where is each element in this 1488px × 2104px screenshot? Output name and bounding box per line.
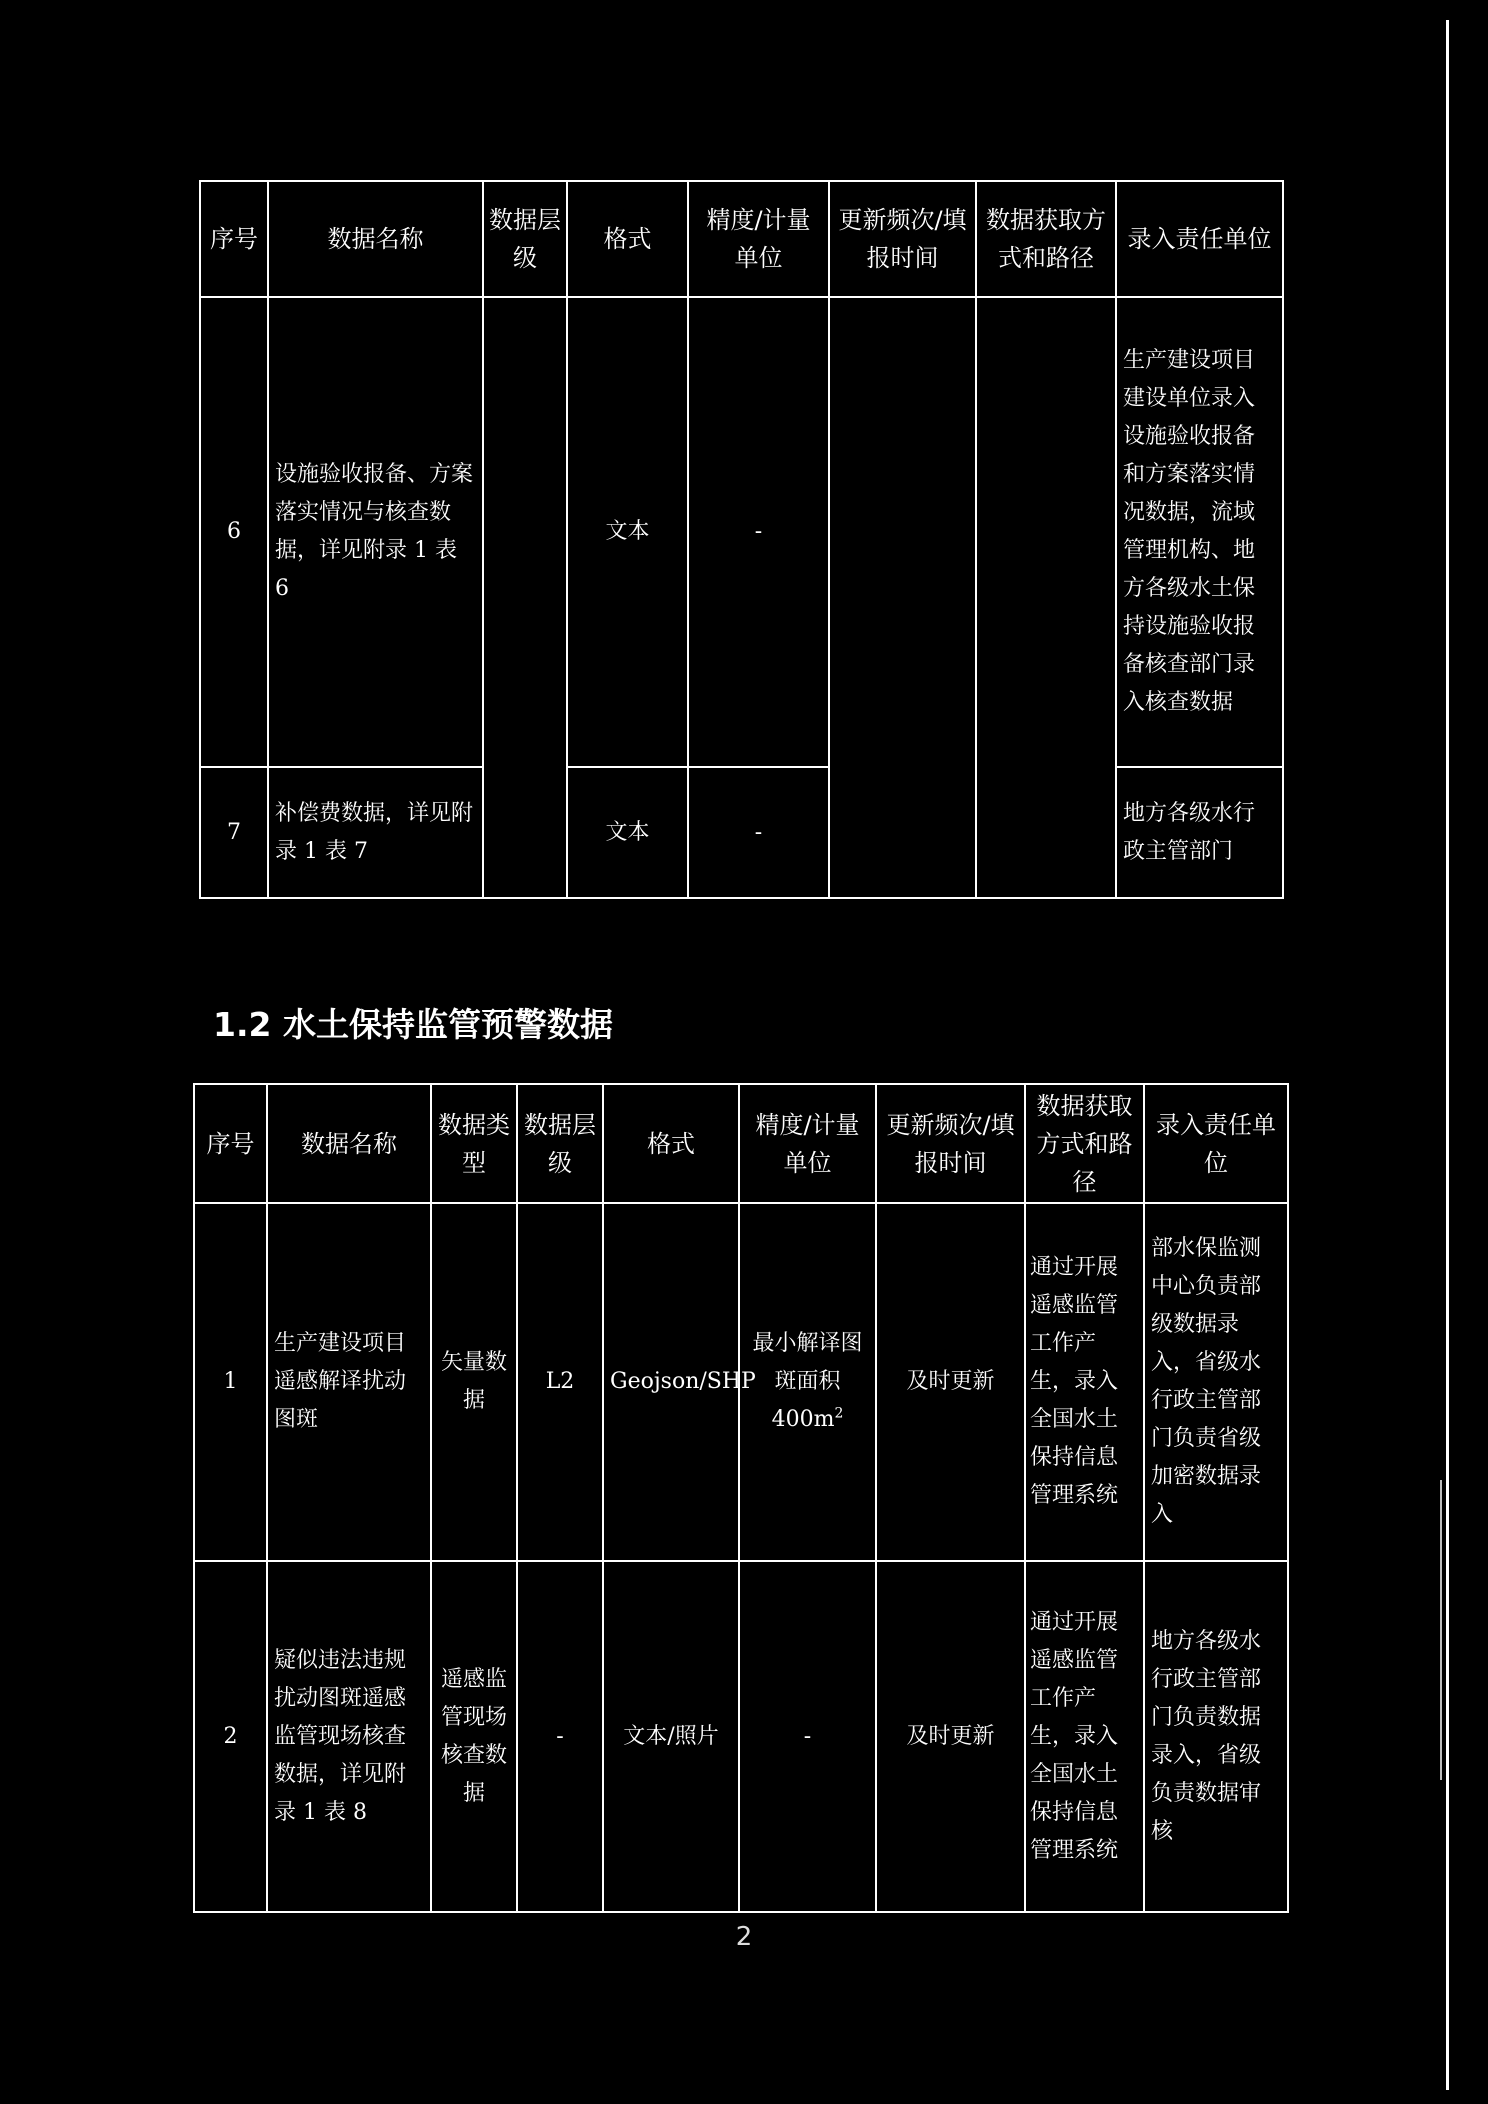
cell-type: 遥感监管现场核查数据: [431, 1561, 517, 1912]
cell-level: L2: [517, 1203, 603, 1561]
cell-frequency: [829, 297, 976, 898]
cell-frequency: 及时更新: [876, 1203, 1025, 1561]
cell-name: 设施验收报备、方案落实情况与核查数据，详见附录 1 表 6: [268, 297, 483, 767]
cell-type: 矢量数据: [431, 1203, 517, 1561]
table-row: [200, 767, 1283, 898]
scan-edge-line: [1446, 20, 1449, 2090]
header-cell-method: 数据获取方式和路径: [1025, 1084, 1144, 1203]
header-cell-unit: 录入责任单位: [1116, 181, 1283, 297]
header-cell-frequency: 更新频次/填报时间: [876, 1084, 1025, 1203]
header-cell-format: 格式: [603, 1084, 739, 1203]
cell-frequency: 及时更新: [876, 1561, 1025, 1912]
header-cell-format: 格式: [567, 181, 688, 297]
cell-no: 6: [200, 297, 268, 767]
cell-format: 文本/照片: [603, 1561, 739, 1912]
section-title: 1.2 水土保持监管预警数据: [213, 1005, 613, 1044]
header-cell-no: 序号: [194, 1084, 267, 1203]
cell-precision-text: 最小解译图斑面积 400m: [752, 1331, 863, 1432]
cell-no: 2: [194, 1561, 267, 1912]
cell-name: 生产建设项目遥感解译扰动图斑: [267, 1203, 431, 1561]
cell-name: 疑似违法违规扰动图斑遥感监管现场核查数据，详见附录 1 表 8: [267, 1561, 431, 1912]
cell-unit: 地方各级水行政主管部门: [1116, 767, 1283, 898]
cell-unit: 部水保监测中心负责部级数据录入，省级水行政主管部门负责省级加密数据录入: [1144, 1203, 1288, 1561]
table-row: [194, 1203, 1288, 1561]
cell-format: 文本: [567, 767, 688, 898]
header-cell-no: 序号: [200, 181, 268, 297]
data-table-1: [199, 180, 1284, 899]
table-header-row: [200, 181, 1283, 297]
table-header-row: [194, 1084, 1288, 1203]
header-cell-level: 数据层级: [517, 1084, 603, 1203]
cell-precision-superscript: 2: [834, 1405, 844, 1422]
header-cell-name: 数据名称: [267, 1084, 431, 1203]
cell-precision: -: [688, 767, 829, 898]
cell-format: Geojson/SHP: [603, 1203, 739, 1561]
header-cell-method: 数据获取方式和路径: [976, 181, 1116, 297]
header-cell-precision: 精度/计量单位: [688, 181, 829, 297]
table-row: [194, 1561, 1288, 1912]
data-table-2: [193, 1083, 1289, 1913]
cell-precision: -: [739, 1561, 876, 1912]
cell-format: 文本: [567, 297, 688, 767]
header-cell-type: 数据类型: [431, 1084, 517, 1203]
header-cell-precision: 精度/计量单位: [739, 1084, 876, 1203]
cell-no: 7: [200, 767, 268, 898]
page-number: 2: [735, 1922, 753, 1952]
header-cell-level: 数据层级: [483, 181, 567, 297]
cell-level: [483, 297, 567, 898]
cell-precision: -: [688, 297, 829, 767]
cell-precision: [739, 1203, 876, 1561]
cell-no: 1: [194, 1203, 267, 1561]
cell-unit: 生产建设项目建设单位录入设施验收报备和方案落实情况数据，流域管理机构、地方各级水土保持设施验收报备核查部门录入核查数据: [1116, 297, 1283, 767]
cell-level: -: [517, 1561, 603, 1912]
header-cell-name: 数据名称: [268, 181, 483, 297]
cell-method: 通过开展遥感监管工作产生，录入全国水土保持信息管理系统: [1025, 1561, 1144, 1912]
scan-edge-line-lower: [1440, 1480, 1442, 1780]
header-cell-unit: 录入责任单位: [1144, 1084, 1288, 1203]
header-cell-frequency: 更新频次/填报时间: [829, 181, 976, 297]
table-row: [200, 297, 1283, 767]
cell-unit: 地方各级水行政主管部门负责数据录入，省级负责数据审核: [1144, 1561, 1288, 1912]
cell-method: 通过开展遥感监管工作产生，录入全国水土保持信息管理系统: [1025, 1203, 1144, 1561]
cell-method: [976, 297, 1116, 898]
cell-name: 补偿费数据，详见附录 1 表 7: [268, 767, 483, 898]
